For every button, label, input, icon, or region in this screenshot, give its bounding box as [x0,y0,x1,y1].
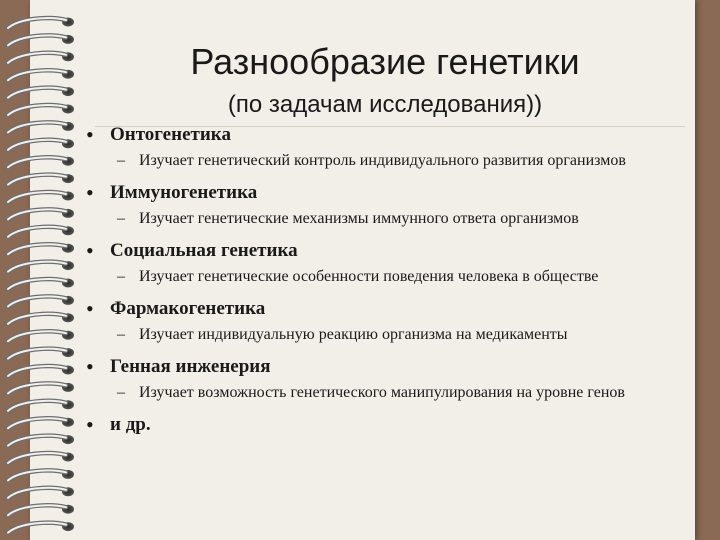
topic-list [86,120,696,468]
item-heading: Иммуногенетика [110,182,258,203]
item-heading: Фармакогенетика [110,298,266,319]
item-description: Изучает генетический контроль индивидуального развития организмов [139,152,626,169]
list-item [86,294,696,352]
list-item [86,236,696,294]
bullet-icon: • [86,412,94,437]
slide-title: Разнообразие генетики [190,41,580,82]
dash-icon: – [117,210,125,227]
slide-subtitle: (по задачам исследования)) [227,91,543,118]
item-heading: и др. [110,414,151,435]
dash-icon: – [117,268,125,285]
bullet-icon: • [86,296,94,321]
list-item [86,178,696,236]
item-description: Изучает генетические механизмы иммунного ответа организмов [139,210,579,227]
spiral-binding-icon [0,0,90,540]
bullet-icon: • [86,180,94,205]
list-item [86,120,696,178]
item-heading: Генная инженерия [110,356,271,377]
item-heading: Социальная генетика [110,240,298,261]
bullet-icon: • [86,354,94,379]
item-description: Изучает генетические особенности поведения человека в обществе [139,268,599,285]
dash-icon: – [117,384,125,401]
item-heading: Онтогенетика [110,124,231,145]
list-item [86,352,696,410]
list-item [86,410,696,468]
item-description: Изучает возможность генетического манипулирования на уровне генов [139,384,625,401]
dash-icon: – [117,326,125,343]
bullet-icon: • [86,122,94,147]
item-description: Изучает индивидуальную реакцию организма на медикаменты [139,326,568,343]
bullet-icon: • [86,238,94,263]
dash-icon: – [117,152,125,169]
